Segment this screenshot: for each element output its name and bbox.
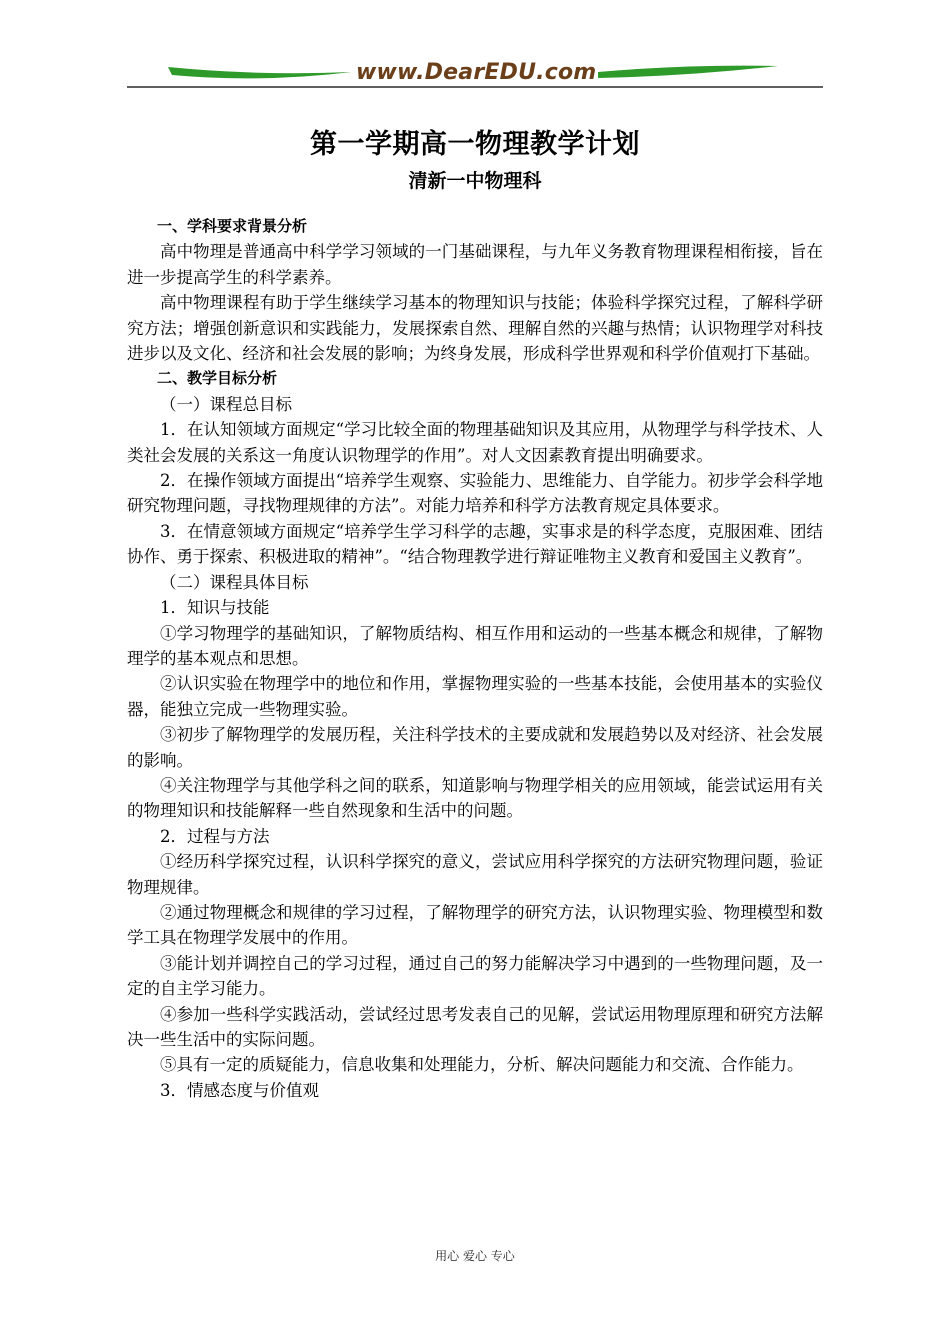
paragraph: （一）课程总目标 [160,394,292,414]
document-title: 第一学期高一物理教学计划 [310,129,640,160]
paragraph: ②认识实验在物理学中的地位和作用，掌握物理实验的一些基本技能，会使用基本的实验仪器，能独立完成一些物理实验。 [127,674,823,719]
paragraph: ③初步了解物理学的发展历程，关注科学技术的主要成就和发展趋势以及对经济、社会发展的影响。 [127,725,823,770]
page-footer: 用心 爱心 专心 [435,1249,515,1263]
paragraph: 高中物理课程有助于学生继续学习基本的物理知识与技能；体验科学探究过程，了解科学研究方法；增强创新意识和实践能力，发展探索自然、理解自然的兴趣与热情；认识物理学对科技进步以及文化、经济和社会发展的影响；为终身发展，形成科学世界观和科学价值观打下基础。 [127,293,823,364]
paragraph: ③能计划并调控自己的学习过程，通过自己的努力能解决学习中遇到的一些物理问题，及一定的自主学习能力。 [127,953,823,999]
section-heading: 一、学科要求背景分析 [157,217,308,235]
logo-swoosh-graphic [0,0,950,100]
paragraph: 3．在情意领域方面规定“培养学生学习科学的志趣，实事求是的科学态度，克服困难、团结协作、勇于探索、积极进取的精神”。“结合物理教学进行辩证唯物主义教育和爱国主义教育”。 [127,521,823,567]
paragraph: 3．情感态度与价值观 [160,1080,319,1100]
paragraph: ④参加一些科学实践活动，尝试经过思考发表自己的见解，尝试运用物理原理和研究方法解决一些生活中的实际问题。 [127,1004,823,1049]
paragraph: 1．知识与技能 [160,598,270,618]
right-swoosh [598,66,778,78]
paragraph: ②通过物理概念和规律的学习过程，了解物理学的研究方法，认识物理实验、物理模型和数学工具在物理学发展中的作用。 [127,902,823,948]
paragraph: 2．过程与方法 [160,826,270,846]
paragraph: 2．在操作领域方面提出“培养学生观察、实验能力、思维能力、自学能力。初步学会科学地研究物理问题，寻找物理规律的方法”。对能力培养和科学方法教育规定具体要求。 [127,471,823,516]
paragraph: 高中物理是普通高中科学学习领域的一门基础课程，与九年义务教育物理课程相衔接，旨在进一步提高学生的科学素养。 [127,242,823,287]
paragraph: ⑤具有一定的质疑能力，信息收集和处理能力，分析、解决问题能力和交流、合作能力。 [160,1055,804,1075]
paragraph: ④关注物理学与其他学科之间的联系，知道影响与物理学相关的应用领域，能尝试运用有关的物理知识和技能解释一些自然现象和生活中的问题。 [127,775,823,821]
document-body [127,214,823,1103]
document-subtitle: 清新一中物理科 [408,170,542,192]
site-logo-text: www.DearEDU.com [356,60,597,85]
paragraph: 1．在认知领域方面规定“学习比较全面的物理基础知识及其应用，从物理学与科学技术、人类社会发展的关系这一角度认识物理学的作用”。对人文因素教育提出明确要求。 [127,420,823,465]
page-header [0,0,950,100]
paragraph: ①经历科学探究过程，认识科学探究的意义，尝试应用科学探究的方法研究物理问题，验证物理规律。 [127,852,823,897]
section-heading: 二、教学目标分析 [157,369,278,388]
paragraph: （二）课程具体目标 [160,572,309,592]
left-swoosh [168,67,352,78]
paragraph: ①学习物理学的基础知识，了解物质结构、相互作用和运动的一些基本概念和规律，了解物理学的基本观点和思想。 [127,623,823,668]
